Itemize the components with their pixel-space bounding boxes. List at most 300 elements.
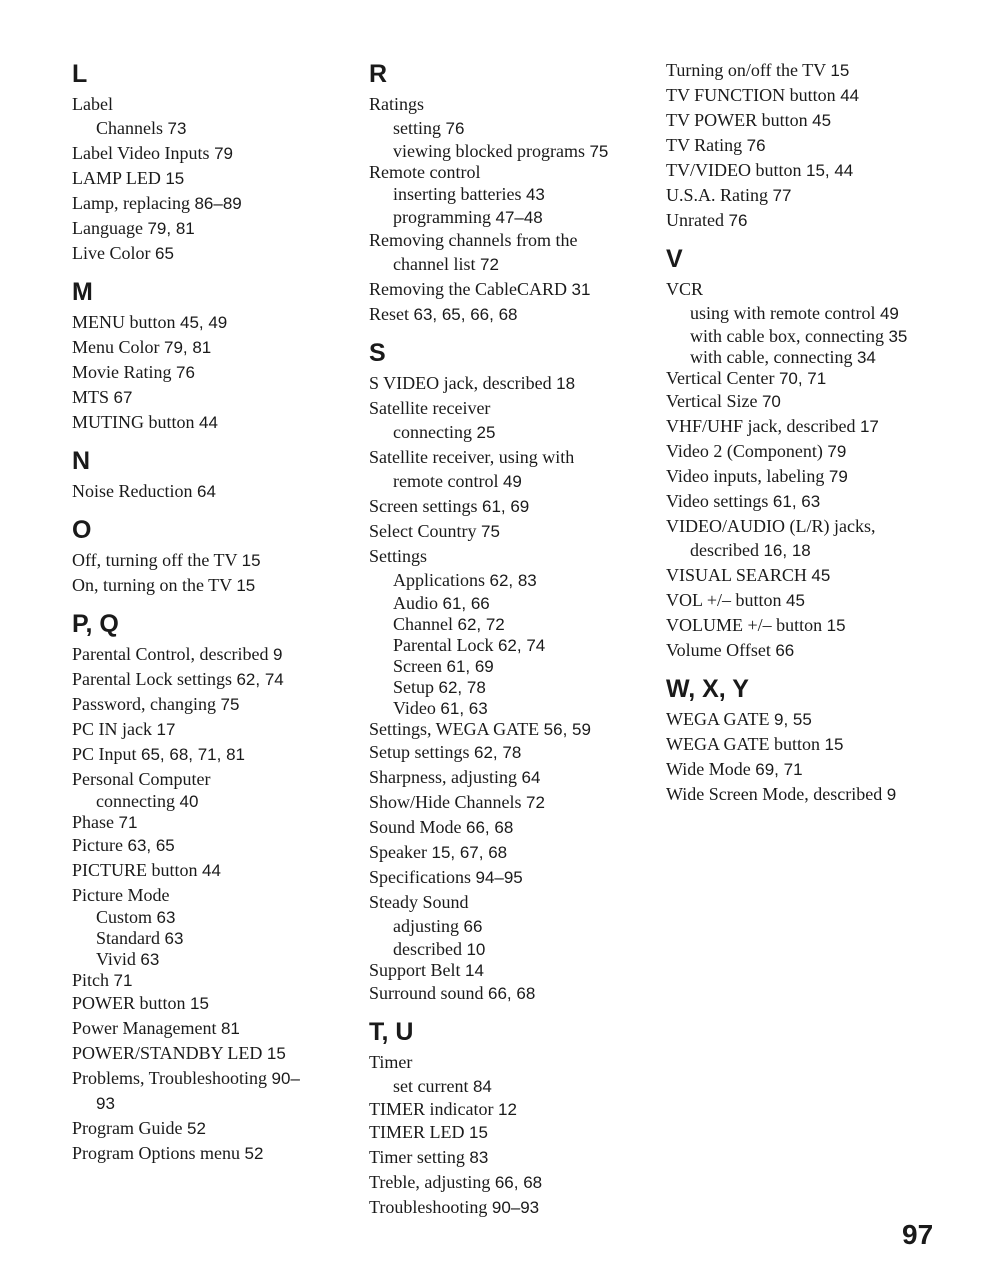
index-subentry xyxy=(72,116,352,141)
index-subentry xyxy=(369,568,659,593)
entry-term: Audio xyxy=(393,593,438,613)
index-entry xyxy=(72,479,352,504)
entry-term: LAMP LED xyxy=(72,168,161,188)
entry-term: Power Management xyxy=(72,1018,217,1038)
index-entry xyxy=(369,228,659,277)
entry-term: Standard xyxy=(96,928,160,948)
entry-pages: 62, 74 xyxy=(497,636,546,655)
index-entry xyxy=(72,191,352,216)
entry-term: Turning on/off the TV xyxy=(666,60,826,80)
entry-term: Removing channels from the xyxy=(369,230,578,250)
entry-term: TV POWER button xyxy=(666,110,808,130)
index-entry xyxy=(666,514,966,563)
index-entry xyxy=(369,494,659,519)
entry-term: Volume Offset xyxy=(666,640,771,660)
entry-pages: 17 xyxy=(156,720,176,739)
entry-term: Unrated xyxy=(666,210,724,230)
entry-term: Channels xyxy=(96,118,163,138)
entry-term: TIMER LED xyxy=(369,1122,465,1142)
entry-term: VOL +/– button xyxy=(666,590,782,610)
entry-pages: 56, 59 xyxy=(543,720,591,739)
entry-pages: 79, 81 xyxy=(147,219,195,238)
index-subentry xyxy=(369,677,659,698)
entry-pages: 44 xyxy=(840,86,860,105)
index-entry xyxy=(72,970,352,991)
entry-term: setting xyxy=(393,118,441,138)
entry-term: PICTURE button xyxy=(72,860,198,880)
index-entry xyxy=(369,1195,659,1220)
index-entry xyxy=(666,158,966,183)
entry-term: Troubleshooting xyxy=(369,1197,488,1217)
entry-pages: 9, 55 xyxy=(773,710,812,729)
entry-pages: 15 xyxy=(266,1044,286,1063)
entry-pages: 45, 49 xyxy=(180,313,228,332)
entry-pages: 63, 65, 66, 68 xyxy=(413,305,518,324)
entry-pages: 67 xyxy=(113,388,133,407)
entry-pages: 45 xyxy=(812,111,832,130)
entry-pages: 90–93 xyxy=(491,1198,540,1217)
index-entry xyxy=(666,638,966,663)
entry-pages: 94–95 xyxy=(475,868,523,887)
section-heading: O xyxy=(72,516,92,544)
entry-term: connecting xyxy=(96,791,175,811)
entry-pages: 76 xyxy=(728,211,748,230)
index-entry xyxy=(666,563,966,588)
index-entry xyxy=(369,865,659,890)
index-subentry xyxy=(369,593,659,614)
entry-term: Speaker xyxy=(369,842,427,862)
entry-pages: 76 xyxy=(746,136,766,155)
entry-term: Wide Screen Mode, described xyxy=(666,784,883,804)
continuation-text: remote control xyxy=(393,471,499,491)
index-entry xyxy=(666,133,966,158)
entry-pages: 62, 78 xyxy=(474,743,522,762)
index-entry xyxy=(72,385,352,410)
index-entry xyxy=(666,707,966,732)
entry-pages: 35 xyxy=(888,327,908,346)
entry-pages: 81 xyxy=(220,1019,240,1038)
entry-pages: 66, 68 xyxy=(494,1173,543,1192)
entry-term: Vertical Center xyxy=(666,368,775,388)
entry-pages: 69, 71 xyxy=(755,760,803,779)
entry-term: Setup settings xyxy=(369,742,470,762)
entry-term: Satellite receiver xyxy=(369,398,491,418)
index-entry xyxy=(369,1099,659,1120)
entry-pages: 17 xyxy=(859,417,879,436)
entry-pages: 15 xyxy=(824,735,844,754)
entry-pages: 18 xyxy=(556,374,576,393)
index-entry xyxy=(666,613,966,638)
entry-term: with cable, connecting xyxy=(690,347,853,367)
entry-term: Language xyxy=(72,218,143,238)
entry-pages: 31 xyxy=(571,280,591,299)
entry-term: On, turning on the TV xyxy=(72,575,232,595)
entry-term: Picture xyxy=(72,835,123,855)
entry-pages: 63 xyxy=(140,950,160,969)
index-entry xyxy=(369,719,659,740)
entry-term: Settings xyxy=(369,546,428,566)
index-entry xyxy=(72,1141,352,1166)
index-entry xyxy=(369,890,659,914)
entry-pages: 63 xyxy=(156,908,176,927)
entry-term: Timer xyxy=(369,1052,413,1072)
entry-pages: 9 xyxy=(886,785,897,804)
index-subentry xyxy=(369,656,659,677)
entry-pages: 79 xyxy=(827,442,847,461)
index-entry xyxy=(72,310,352,335)
index-entry xyxy=(369,519,659,544)
entry-term: Video 2 (Component) xyxy=(666,441,823,461)
entry-term: Ratings xyxy=(369,94,425,114)
entry-term: set current xyxy=(393,1076,469,1096)
entry-pages: 75 xyxy=(480,522,500,541)
entry-pages: 47–48 xyxy=(495,208,543,227)
index-entry xyxy=(666,183,966,208)
entry-pages: 66, 68 xyxy=(466,818,514,837)
index-section xyxy=(72,276,352,435)
entry-term: Steady Sound xyxy=(369,892,469,912)
entry-term: Setup xyxy=(393,677,435,697)
index-subentry xyxy=(369,141,659,162)
entry-term: with cable box, connecting xyxy=(690,326,884,346)
entry-term: connecting xyxy=(393,422,472,442)
entry-pages: 34 xyxy=(856,348,876,367)
index-subentry xyxy=(369,207,659,228)
entry-term: MENU button xyxy=(72,312,176,332)
index-entry xyxy=(72,573,352,598)
entry-term: Lamp, replacing xyxy=(72,193,190,213)
continuation-text: channel list xyxy=(393,254,476,274)
entry-pages: 72 xyxy=(526,793,545,812)
entry-term: Label xyxy=(72,94,113,114)
entry-term: POWER/STANDBY LED xyxy=(72,1043,263,1063)
entry-pages: 79 xyxy=(214,144,233,163)
entry-term: Sharpness, adjusting xyxy=(369,767,517,787)
index-subentry xyxy=(369,698,659,719)
section-heading: L xyxy=(72,60,88,88)
entry-term: VHF/UHF jack, described xyxy=(666,416,856,436)
entry-term: Parental Lock xyxy=(393,635,494,655)
index-entry xyxy=(369,790,659,815)
entry-pages: 61, 69 xyxy=(481,497,530,516)
entry-term: Video settings xyxy=(666,491,769,511)
index-entry xyxy=(369,544,659,568)
entry-term: programming xyxy=(393,207,491,227)
index-entry xyxy=(369,765,659,790)
entry-term: Picture Mode xyxy=(72,885,170,905)
index-entry xyxy=(369,302,659,327)
entry-term: VISUAL SEARCH xyxy=(666,565,807,585)
index-entry xyxy=(369,815,659,840)
entry-pages: 15 xyxy=(165,169,185,188)
index-subentry xyxy=(666,301,966,326)
entry-term: Reset xyxy=(369,304,409,324)
entry-pages: 70 xyxy=(761,392,781,411)
index-entry xyxy=(72,410,352,435)
entry-term: viewing blocked programs xyxy=(393,141,585,161)
index-subentry xyxy=(369,420,659,445)
entry-pages: 77 xyxy=(772,186,792,205)
entry-pages: 45 xyxy=(785,591,805,610)
index-entry xyxy=(72,717,352,742)
entry-term: Pitch xyxy=(72,970,110,990)
entry-term: S VIDEO jack, described xyxy=(369,373,552,393)
index-entry xyxy=(72,216,352,241)
index-entry xyxy=(666,588,966,613)
entry-pages: 79 xyxy=(828,467,848,486)
entry-term: Screen xyxy=(393,656,442,676)
index-section xyxy=(72,514,352,598)
continuation-pages: 72 xyxy=(479,255,499,274)
entry-term: Off, turning off the TV xyxy=(72,550,238,570)
index-column-2 xyxy=(369,58,659,1230)
index-entry xyxy=(72,991,352,1016)
index-column-1 xyxy=(72,58,352,1176)
entry-term: Vivid xyxy=(96,949,136,969)
entry-term: Program Options menu xyxy=(72,1143,240,1163)
index-entry xyxy=(666,782,966,807)
entry-pages: 15 xyxy=(830,61,850,80)
index-entry xyxy=(666,757,966,782)
index-entry xyxy=(369,445,659,494)
entry-term: WEGA GATE xyxy=(666,709,770,729)
index-entry xyxy=(666,208,966,233)
index-entry xyxy=(72,241,352,266)
entry-term: TIMER indicator xyxy=(369,1099,494,1119)
index-subentry xyxy=(666,347,966,368)
entry-pages: 14 xyxy=(465,961,484,980)
index-entry xyxy=(666,414,966,439)
section-heading: P, Q xyxy=(72,610,119,638)
index-entry xyxy=(666,83,966,108)
index-entry xyxy=(72,742,352,767)
entry-pages: 15, 67, 68 xyxy=(431,843,508,862)
entry-term: Applications xyxy=(393,570,485,590)
index-subentry xyxy=(369,1074,659,1099)
index-section xyxy=(666,673,966,807)
entry-term: Parental Control, described xyxy=(72,644,269,664)
entry-pages: 61, 69 xyxy=(446,657,494,676)
index-entry xyxy=(72,858,352,883)
entry-pages: 79, 81 xyxy=(164,338,212,357)
index-entry xyxy=(72,548,352,573)
index-section xyxy=(666,243,966,663)
entry-term: Support Belt xyxy=(369,960,461,980)
index-subentry xyxy=(72,949,352,970)
entry-pages: 44 xyxy=(202,861,221,880)
index-entry xyxy=(72,166,352,191)
entry-pages: 62, 78 xyxy=(438,678,486,697)
entry-pages: 75 xyxy=(589,142,609,161)
entry-pages: 15 xyxy=(468,1123,488,1142)
entry-continuation xyxy=(369,469,659,494)
entry-term: Select Country xyxy=(369,521,477,541)
index-subentry xyxy=(72,791,352,812)
index-entry xyxy=(369,960,659,981)
entry-pages: 75 xyxy=(220,695,240,714)
section-heading: T, U xyxy=(369,1018,414,1046)
entry-pages: 65 xyxy=(155,244,174,263)
entry-pages: 43 xyxy=(525,185,545,204)
entry-term: MUTING button xyxy=(72,412,195,432)
index-entry xyxy=(666,108,966,133)
entry-pages: 61, 63 xyxy=(440,699,488,718)
entry-term: Live Color xyxy=(72,243,151,263)
index-entry xyxy=(369,981,659,1006)
index-subentry xyxy=(369,614,659,635)
section-heading: N xyxy=(72,447,91,475)
index-section xyxy=(72,608,352,1166)
index-entry xyxy=(72,335,352,360)
entry-pages: 71 xyxy=(118,813,138,832)
index-entry xyxy=(72,1041,352,1066)
index-entry xyxy=(72,833,352,858)
index-entry xyxy=(666,732,966,757)
entry-pages: 61, 66 xyxy=(442,594,490,613)
entry-term: Screen settings xyxy=(369,496,478,516)
entry-term: Remote control xyxy=(369,162,481,182)
entry-term: Label Video Inputs xyxy=(72,143,210,163)
index-subentry xyxy=(369,939,659,960)
section-heading: R xyxy=(369,60,388,88)
entry-term: inserting batteries xyxy=(393,184,522,204)
entry-pages: 9 xyxy=(272,645,283,664)
entry-term: Problems, Troubleshooting xyxy=(72,1068,268,1088)
entry-term: Phase xyxy=(72,812,114,832)
entry-pages: 15 xyxy=(241,551,261,570)
entry-term: Personal Computer xyxy=(72,769,211,789)
entry-term: VIDEO/AUDIO (L/R) jacks, xyxy=(666,516,876,536)
entry-pages: 66, 68 xyxy=(488,984,536,1003)
entry-term: PC IN jack xyxy=(72,719,152,739)
entry-term: Channel xyxy=(393,614,453,634)
entry-continuation xyxy=(369,252,659,277)
index-entry xyxy=(369,1120,659,1145)
entry-pages: 62, 74 xyxy=(236,670,284,689)
entry-pages: 83 xyxy=(469,1148,489,1167)
entry-pages: 64 xyxy=(196,482,216,501)
entry-term: Timer setting xyxy=(369,1147,465,1167)
index-entry xyxy=(369,1145,659,1170)
entry-pages: 10 xyxy=(466,940,486,959)
entry-pages: 84 xyxy=(472,1077,492,1096)
entry-term: VOLUME +/– button xyxy=(666,615,823,635)
section-heading: S xyxy=(369,339,386,367)
entry-pages: 61, 63 xyxy=(772,492,821,511)
index-subentry xyxy=(72,928,352,949)
entry-pages: 52 xyxy=(244,1144,264,1163)
index-section xyxy=(369,58,659,327)
entry-pages: 71 xyxy=(113,971,133,990)
continuation-text: 93 xyxy=(96,1094,115,1113)
entry-pages: 45 xyxy=(811,566,831,585)
section-heading: M xyxy=(72,278,93,306)
entry-pages: 49 xyxy=(879,304,899,323)
section-heading: V xyxy=(666,245,683,273)
index-entry xyxy=(666,368,966,389)
index-entry xyxy=(369,162,659,182)
entry-pages: 15 xyxy=(826,616,846,635)
index-subentry xyxy=(369,116,659,141)
entry-pages: 70, 71 xyxy=(778,369,827,388)
entry-term: Vertical Size xyxy=(666,391,758,411)
index-entry xyxy=(72,360,352,385)
entry-term: Satellite receiver, using with xyxy=(369,447,575,467)
index-entry xyxy=(72,642,352,667)
entry-term: Custom xyxy=(96,907,153,927)
entry-continuation xyxy=(666,538,966,563)
entry-pages: 15 xyxy=(190,994,209,1013)
entry-term: Treble, adjusting xyxy=(369,1172,491,1192)
entry-term: adjusting xyxy=(393,916,459,936)
index-entry xyxy=(72,812,352,833)
index-entry xyxy=(666,464,966,489)
entry-term: TV/VIDEO button xyxy=(666,160,802,180)
index-entry xyxy=(72,92,352,116)
entry-pages: 52 xyxy=(186,1119,206,1138)
entry-pages: 66 xyxy=(463,917,483,936)
entry-term: Surround sound xyxy=(369,983,484,1003)
entry-term: Password, changing xyxy=(72,694,216,714)
index-subentry xyxy=(72,907,352,928)
entry-term: U.S.A. Rating xyxy=(666,185,769,205)
entry-pages: 62, 83 xyxy=(489,571,537,590)
entry-term: described xyxy=(393,939,462,959)
index-entry xyxy=(72,692,352,717)
entry-pages: 65, 68, 71, 81 xyxy=(141,745,245,764)
entry-term: Sound Mode xyxy=(369,817,462,837)
entry-continuation xyxy=(72,1091,352,1116)
index-section xyxy=(72,445,352,504)
entry-term: Menu Color xyxy=(72,337,160,357)
index-entry xyxy=(666,389,966,414)
entry-term: PC Input xyxy=(72,744,137,764)
entry-pages: 44 xyxy=(199,413,218,432)
entry-term: WEGA GATE button xyxy=(666,734,820,754)
entry-term: POWER button xyxy=(72,993,186,1013)
entry-pages: 63, 65 xyxy=(127,836,175,855)
index-entry xyxy=(72,1116,352,1141)
continuation-pages: 16, 18 xyxy=(763,541,811,560)
index-column-3 xyxy=(666,58,966,817)
entry-term: VCR xyxy=(666,279,704,299)
index-subentry xyxy=(666,326,966,347)
index-entry xyxy=(369,840,659,865)
index-entry xyxy=(666,58,966,83)
index-entry xyxy=(666,439,966,464)
index-entry xyxy=(72,141,352,166)
entry-term: Show/Hide Channels xyxy=(369,792,522,812)
entry-pages: 64 xyxy=(521,768,541,787)
entry-term: Removing the CableCARD xyxy=(369,279,567,299)
index-entry xyxy=(72,1016,352,1041)
entry-term: Video xyxy=(393,698,436,718)
entry-pages: 76 xyxy=(445,119,465,138)
entry-term: TV FUNCTION button xyxy=(666,85,836,105)
index-entry xyxy=(72,883,352,907)
entry-term: Noise Reduction xyxy=(72,481,193,501)
index-section xyxy=(72,58,352,266)
continuation-text: described xyxy=(690,540,759,560)
entry-term: Settings, WEGA GATE xyxy=(369,719,540,739)
index-entry xyxy=(369,396,659,420)
entry-term: Specifications xyxy=(369,867,471,887)
entry-term: Video inputs, labeling xyxy=(666,466,825,486)
index-entry xyxy=(369,1050,659,1074)
entry-term: TV Rating xyxy=(666,135,743,155)
continuation-pages: 49 xyxy=(502,472,522,491)
entry-pages: 76 xyxy=(176,363,195,382)
